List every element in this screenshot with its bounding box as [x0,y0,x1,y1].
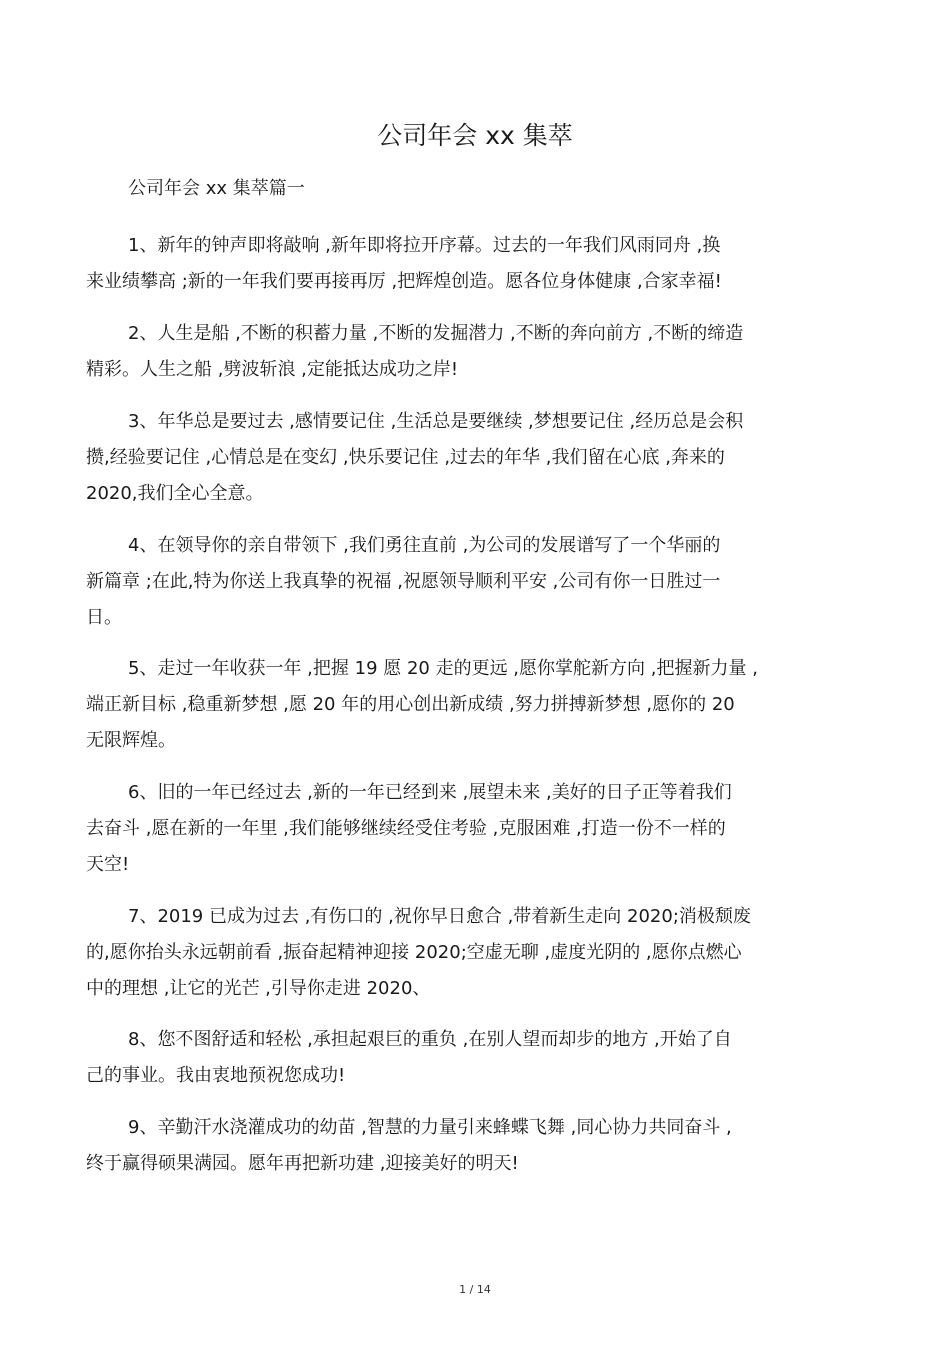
paragraph-line: 己的事业。我由衷地预祝您成功! [86,1065,346,1086]
paragraph-line: 的,愿你抬头永远朝前看 ,振奋起精神迎接 2020;空虚无聊 ,虚度光阴的 ,愿你点燃心 [86,942,742,963]
document-title: 公司年会 xx 集萃 [377,121,573,150]
paragraph-line: 去奋斗 ,愿在新的一年里 ,我们能够继续经受住考验 ,克服困难 ,打造一份不一样的 [86,818,726,839]
paragraph-line: 4、在领导你的亲自带领下 ,我们勇往直前 ,为公司的发展谱写了一个华丽的 [128,535,721,556]
paragraph-9 [86,1110,866,1182]
paragraph-8 [86,1022,866,1094]
paragraph-line: 中的理想 ,让它的光芒 ,引导你走进 2020、 [86,978,431,999]
paragraph-4 [86,528,866,636]
paragraph-line: 9、辛勤汗水浇灌成功的幼苗 ,智慧的力量引来蜂蝶飞舞 ,同心协力共同奋斗 , [128,1117,732,1138]
paragraph-line: 1、新年的钟声即将敲响 ,新年即将拉开序幕。过去的一年我们风雨同舟 ,换 [128,235,721,256]
paragraph-line: 新篇章 ;在此,特为你送上我真挚的祝福 ,祝愿领导顺利平安 ,公司有你一日胜过一 [86,571,721,592]
paragraph-5 [86,651,866,759]
paragraph-line: 日。 [86,607,122,628]
paragraph-line: 2、人生是船 ,不断的积蓄力量 ,不断的发掘潜力 ,不断的奔向前方 ,不断的缔造 [128,323,744,344]
paragraph-line: 来业绩攀高 ;新的一年我们要再接再厉 ,把辉煌创造。愿各位身体健康 ,合家幸福! [86,271,722,292]
paragraph-line: 3、年华总是要过去 ,感情要记住 ,生活总是要继续 ,梦想要记住 ,经历总是会积 [128,411,744,432]
paragraph-line: 端正新目标 ,稳重新梦想 ,愿 20 年的用心创出新成绩 ,努力拼搏新梦想 ,愿你的 20 [86,694,735,715]
paragraph-2 [86,316,866,388]
paragraph-line: 无限辉煌。 [86,730,176,751]
paragraph-line: 天空! [86,854,130,875]
page-number: 1 / 14 [459,1283,491,1296]
section-subtitle: 公司年会 xx 集萃篇一 [128,178,305,199]
paragraph-line: 终于赢得硕果满园。愿年再把新功建 ,迎接美好的明天! [86,1153,519,1174]
paragraph-7 [86,899,866,1007]
paragraph-line: 2020,我们全心全意。 [86,483,264,504]
paragraph-6 [86,775,866,883]
paragraph-line: 7、2019 已成为过去 ,有伤口的 ,祝你早日愈合 ,带着新生走向 2020;消极颓废 [128,906,751,927]
paragraph-1 [86,228,866,300]
paragraph-line: 攒,经验要记住 ,心情总是在变幻 ,快乐要记住 ,过去的年华 ,我们留在心底 ,奔来的 [86,447,725,468]
paragraph-line: 6、旧的一年已经过去 ,新的一年已经到来 ,展望未来 ,美好的日子正等着我们 [128,782,732,803]
paragraph-line: 8、您不图舒适和轻松 ,承担起艰巨的重负 ,在别人望而却步的地方 ,开始了自 [128,1029,732,1050]
paragraph-line: 5、走过一年收获一年 ,把握 19 愿 20 走的更远 ,愿你掌舵新方向 ,把握新力量 , [128,658,758,679]
paragraph-line: 精彩。人生之船 ,劈波斩浪 ,定能抵达成功之岸! [86,359,459,380]
paragraph-3 [86,404,866,512]
